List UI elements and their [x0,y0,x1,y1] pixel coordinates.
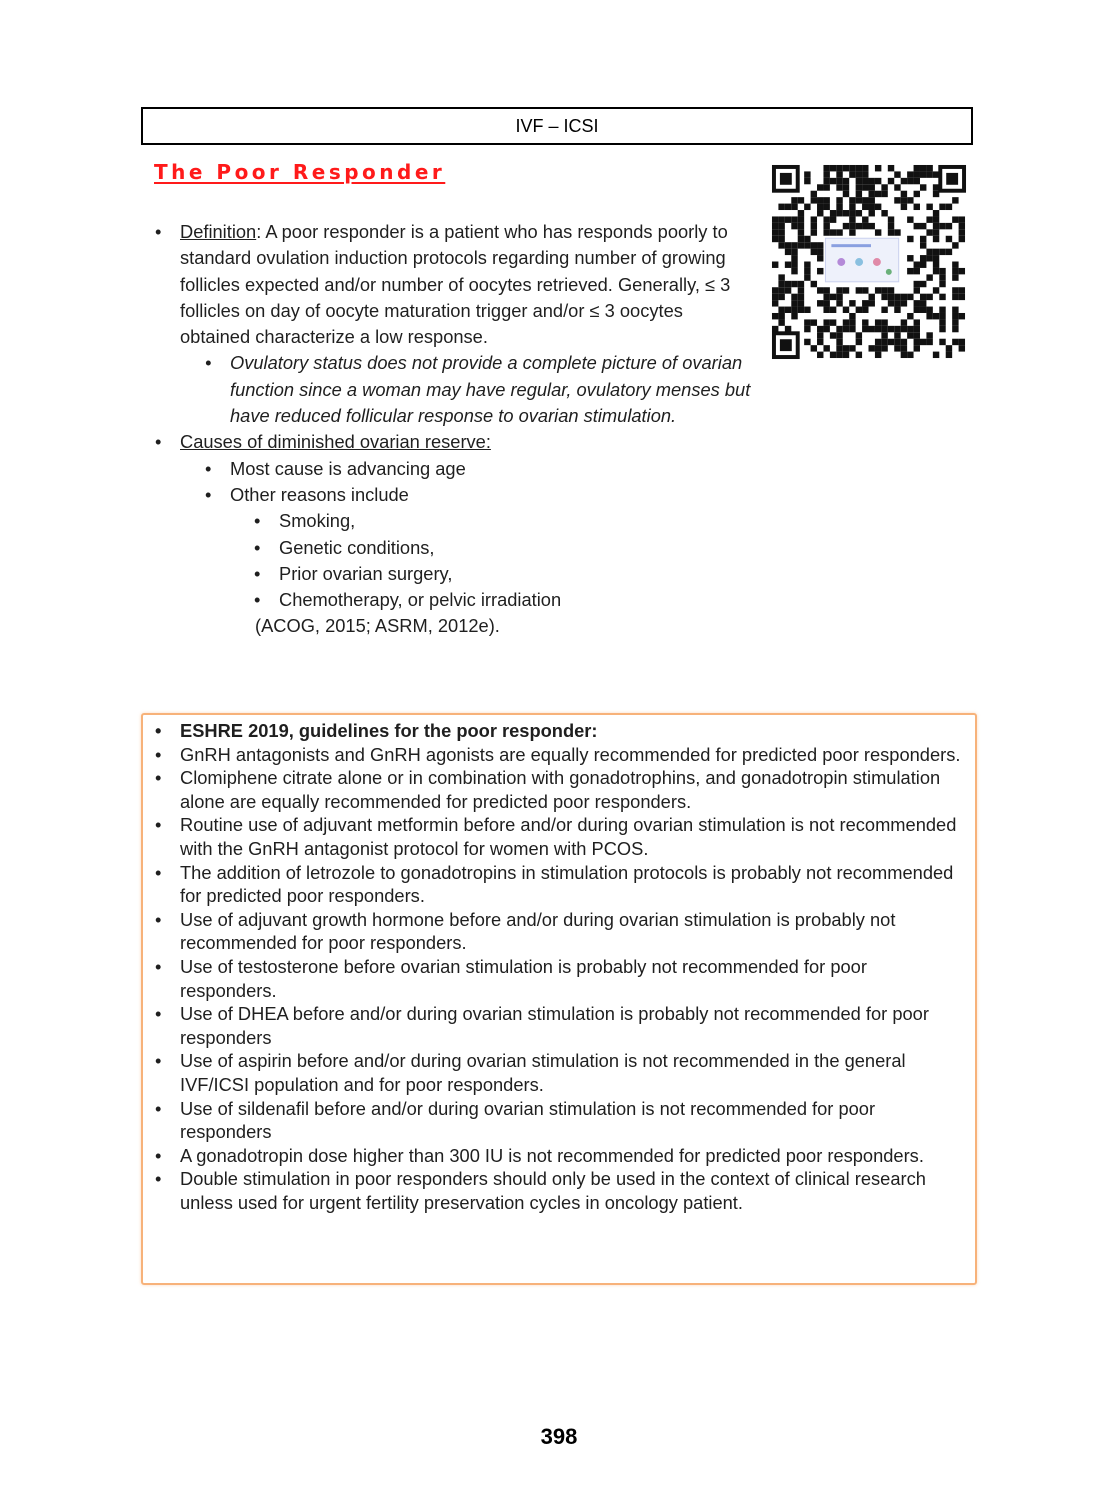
guideline-item: • The addition of letrozole to gonadotropins in stimulation protocols is probably not recommended for predicted poor responders. [180,861,965,908]
guideline-item: • GnRH antagonists and GnRH agonists are equally recommended for predicted poor responders. [180,743,965,767]
cause-item [230,482,758,613]
guideline-item: • Use of DHEA before and/or during ovarian stimulation is probably not recommended for poor responders [180,1002,965,1049]
guideline-item: • Use of testosterone before ovarian stimulation is probably not recommended for poor responders. [180,955,965,1002]
guideline-item: • A gonadotropin dose higher than 300 IU is not recommended for predicted poor responders. [180,1144,965,1168]
header-box [141,107,973,145]
causes-sublist [180,456,758,614]
page-number: 398 [540,1424,578,1449]
other-reason-item: • Chemotherapy, or pelvic irradiation [279,587,758,613]
guidelines-heading: • ESHRE 2019, guidelines for the poor responder: [180,719,965,743]
guideline-item: • Double stimulation in poor responders should only be used in the context of clinical research unless used for urgent fertility preservation cycles in oncology patient. [180,1167,965,1214]
cause-item-label: Other reasons include [230,483,409,505]
definition-list [180,219,758,640]
other-reason-item: • Prior ovarian surgery, [279,561,758,587]
definition-label: Definition [180,221,257,242]
guideline-item: • Use of sildenafil before and/or during ovarian stimulation is not recommended for poor responders [180,1097,965,1144]
definition-text: : A poor responder is a patient who has responds poorly to standard ovulation induction protocols regarding number of growing follicles expected and/or number of oocytes retrieved. Generally, ≤ 3 follicles on day of oocyte maturation trigger and/or ≤ 3 oocytes obtained characterize a low response. [180,221,731,348]
other-reasons-list [230,508,758,613]
section-title: The Poor Responder [154,160,446,184]
causes-label: Causes of diminished ovarian reserve: [180,431,491,453]
causes-item [180,429,758,639]
guideline-item: • Use of aspirin before and/or during ovarian stimulation is not recommended in the general IVF/ICSI population and for poor responders. [180,1049,965,1096]
guidelines-list [180,719,965,1214]
guideline-item: • Routine use of adjuvant metformin before and/or during ovarian stimulation is not recommended with the GnRH antagonist protocol for women with PCOS. [180,813,965,860]
guideline-item: • Use of adjuvant growth hormone before and/or during ovarian stimulation is probably not recommended for poor responders. [180,908,965,955]
header-title: IVF – ICSI [515,115,599,136]
other-reason-item: • Smoking, [279,508,758,534]
definition-sublist [180,350,758,429]
guideline-item: • Clomiphene citrate alone or in combination with gonadotrophins, and gonadotropin stimulation alone are equally recommended for predicted poor responders. [180,766,965,813]
cause-item: • Most cause is advancing age [230,456,758,482]
qr-code-icon [770,163,968,361]
definition-item [180,219,758,429]
other-reason-item: • Genetic conditions, [279,535,758,561]
definition-note: • Ovulatory status does not provide a complete picture of ovarian function since a woman may have regular, ovulatory menses but have reduced follicular response to ovarian stimulation. [230,350,758,429]
citation: (ACOG, 2015; ASRM, 2012e). [255,615,500,637]
